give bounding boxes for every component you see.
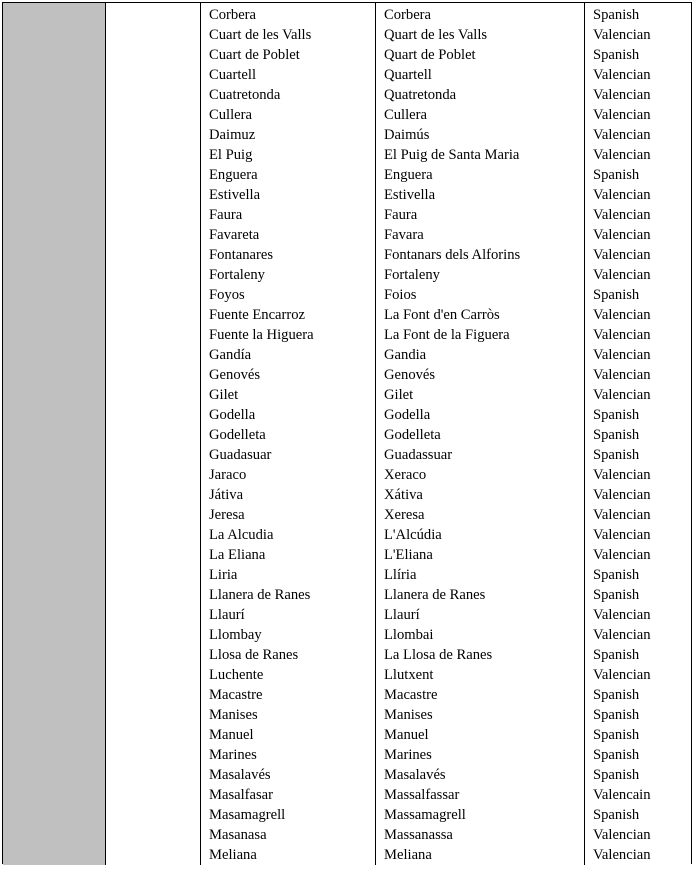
valencian-name-cell: Llombai	[384, 627, 434, 643]
language-cell: Valencian	[593, 327, 651, 343]
valencian-name-cell: Favara	[384, 227, 424, 243]
spanish-name-cell: La Eliana	[209, 547, 266, 563]
valencian-name-cell: Macastre	[384, 687, 438, 703]
valencian-name-cell: Llanera de Ranes	[384, 587, 486, 603]
blank-column	[106, 3, 201, 865]
valencian-name-cell: Gilet	[384, 387, 414, 403]
spanish-name-cell: Estivella	[209, 187, 261, 203]
language-cell: Spanish	[593, 767, 640, 783]
municipality-table	[2, 2, 692, 864]
spanish-name-cell: Faura	[209, 207, 243, 223]
spanish-name-cell: Enguera	[209, 167, 258, 183]
spanish-name-cell: Jaraco	[209, 467, 247, 483]
language-cell: Spanish	[593, 687, 640, 703]
spanish-name-cell: Marines	[209, 747, 257, 763]
language-cell: Spanish	[593, 807, 640, 823]
valencian-name-cell: Massalfassar	[384, 787, 460, 803]
valencian-name-cell: La Font de la Figuera	[384, 327, 510, 343]
valencian-name-cell: Fortaleny	[384, 267, 440, 283]
language-cell: Valencian	[593, 667, 651, 683]
language-cell: Spanish	[593, 567, 640, 583]
valencian-name-cell: Guadassuar	[384, 447, 453, 463]
valencian-name-cell: Quart de les Valls	[384, 27, 488, 43]
language-cell: Valencian	[593, 207, 651, 223]
spanish-name-cell: Játiva	[209, 487, 244, 503]
spanish-name-cell: Llanera de Ranes	[209, 587, 311, 603]
valencian-name-cell: Gandia	[384, 347, 427, 363]
valencian-name-cell: La Llosa de Ranes	[384, 647, 493, 663]
spanish-name-cell: Godella	[209, 407, 256, 423]
spanish-name-cell: La Alcudia	[209, 527, 274, 543]
valencian-name-cell: Marines	[384, 747, 432, 763]
valencian-name-cell: L'Alcúdia	[384, 527, 442, 543]
spanish-name-cell: Meliana	[209, 847, 257, 863]
valencian-name-cell: Corbera	[384, 7, 432, 23]
language-cell: Valencian	[593, 87, 651, 103]
language-cell: Valencian	[593, 247, 651, 263]
spanish-name-cell: Foyos	[209, 287, 245, 303]
language-cell: Valencian	[593, 147, 651, 163]
language-cell: Spanish	[593, 707, 640, 723]
language-cell: Spanish	[593, 727, 640, 743]
spanish-name-cell: Daimuz	[209, 127, 256, 143]
shaded-column	[3, 3, 106, 865]
spanish-name-cell: Liria	[209, 567, 238, 583]
spanish-name-cell: Gandía	[209, 347, 252, 363]
language-column	[585, 3, 691, 865]
language-cell: Valencian	[593, 27, 651, 43]
spanish-name-cell: Masamagrell	[209, 807, 286, 823]
spanish-name-cell: Corbera	[209, 7, 257, 23]
valencian-name-column	[376, 3, 585, 865]
language-cell: Spanish	[593, 447, 640, 463]
language-cell: Spanish	[593, 407, 640, 423]
language-cell: Valencian	[593, 627, 651, 643]
spanish-name-cell: Llombay	[209, 627, 262, 643]
language-cell: Valencian	[593, 267, 651, 283]
language-cell: Spanish	[593, 587, 640, 603]
language-cell: Valencian	[593, 467, 651, 483]
spanish-name-cell: Manises	[209, 707, 258, 723]
language-cell: Valencain	[593, 787, 651, 803]
spanish-name-cell: Fuente la Higuera	[209, 327, 314, 343]
spanish-name-cell: Llosa de Ranes	[209, 647, 299, 663]
spanish-name-cell: Manuel	[209, 727, 254, 743]
spanish-name-cell: Llaurí	[209, 607, 245, 623]
language-cell: Spanish	[593, 427, 640, 443]
language-cell: Valencian	[593, 67, 651, 83]
valencian-name-cell: Massanassa	[384, 827, 453, 843]
spanish-name-cell: Cuart de les Valls	[209, 27, 312, 43]
language-cell: Valencian	[593, 847, 651, 863]
spanish-name-cell: Cullera	[209, 107, 252, 123]
language-cell: Spanish	[593, 7, 640, 23]
valencian-name-cell: Llaurí	[384, 607, 420, 623]
language-cell: Valencian	[593, 187, 651, 203]
language-cell: Valencian	[593, 827, 651, 843]
valencian-name-cell: Llíria	[384, 567, 417, 583]
spanish-name-cell: Godelleta	[209, 427, 266, 443]
language-cell: Spanish	[593, 287, 640, 303]
valencian-name-cell: Xeresa	[384, 507, 425, 523]
language-cell: Valencian	[593, 607, 651, 623]
language-cell: Valencian	[593, 547, 651, 563]
valencian-name-cell: Quartell	[384, 67, 432, 83]
language-cell: Valencian	[593, 107, 651, 123]
valencian-name-cell: Quart de Poblet	[384, 47, 476, 63]
language-cell: Valencian	[593, 347, 651, 363]
spanish-name-column	[201, 3, 376, 865]
valencian-name-cell: Cullera	[384, 107, 427, 123]
valencian-name-cell: Manuel	[384, 727, 429, 743]
valencian-name-cell: Faura	[384, 207, 418, 223]
valencian-name-cell: Masalavés	[384, 767, 446, 783]
spanish-name-cell: Masanasa	[209, 827, 267, 843]
valencian-name-cell: Meliana	[384, 847, 432, 863]
spanish-name-cell: Cuatretonda	[209, 87, 281, 103]
spanish-name-cell: Favareta	[209, 227, 260, 243]
language-cell: Spanish	[593, 747, 640, 763]
spanish-name-cell: El Puig	[209, 147, 253, 163]
language-cell: Valencian	[593, 527, 651, 543]
valencian-name-cell: Estivella	[384, 187, 436, 203]
spanish-name-cell: Fortaleny	[209, 267, 265, 283]
language-cell: Valencian	[593, 307, 651, 323]
language-cell: Valencian	[593, 127, 651, 143]
valencian-name-cell: Xátiva	[384, 487, 423, 503]
valencian-name-cell: Quatretonda	[384, 87, 457, 103]
valencian-name-cell: Fontanars dels Alforins	[384, 247, 521, 263]
language-cell: Valencian	[593, 507, 651, 523]
spanish-name-cell: Jeresa	[209, 507, 245, 523]
valencian-name-cell: La Font d'en Carròs	[384, 307, 500, 323]
valencian-name-cell: Enguera	[384, 167, 433, 183]
spanish-name-cell: Genovés	[209, 367, 261, 383]
spanish-name-cell: Gilet	[209, 387, 239, 403]
valencian-name-cell: L'Eliana	[384, 547, 433, 563]
valencian-name-cell: Genovés	[384, 367, 436, 383]
spanish-name-cell: Macastre	[209, 687, 263, 703]
spanish-name-cell: Fuente Encarroz	[209, 307, 306, 323]
valencian-name-cell: Xeraco	[384, 467, 427, 483]
spanish-name-cell: Guadasuar	[209, 447, 272, 463]
language-cell: Valencian	[593, 387, 651, 403]
valencian-name-cell: Massamagrell	[384, 807, 466, 823]
valencian-name-cell: Godelleta	[384, 427, 441, 443]
valencian-name-cell: El Puig de Santa Maria	[384, 147, 520, 163]
spanish-name-cell: Fontanares	[209, 247, 274, 263]
valencian-name-cell: Godella	[384, 407, 431, 423]
valencian-name-cell: Foios	[384, 287, 417, 303]
valencian-name-cell: Daimús	[384, 127, 430, 143]
spanish-name-cell: Luchente	[209, 667, 264, 683]
language-cell: Spanish	[593, 47, 640, 63]
spanish-name-cell: Masalfasar	[209, 787, 274, 803]
language-cell: Valencian	[593, 367, 651, 383]
spanish-name-cell: Cuartell	[209, 67, 257, 83]
valencian-name-cell: Manises	[384, 707, 433, 723]
language-cell: Valencian	[593, 487, 651, 503]
language-cell: Spanish	[593, 647, 640, 663]
spanish-name-cell: Cuart de Poblet	[209, 47, 300, 63]
language-cell: Spanish	[593, 167, 640, 183]
spanish-name-cell: Masalavés	[209, 767, 271, 783]
valencian-name-cell: Llutxent	[384, 667, 434, 683]
language-cell: Valencian	[593, 227, 651, 243]
